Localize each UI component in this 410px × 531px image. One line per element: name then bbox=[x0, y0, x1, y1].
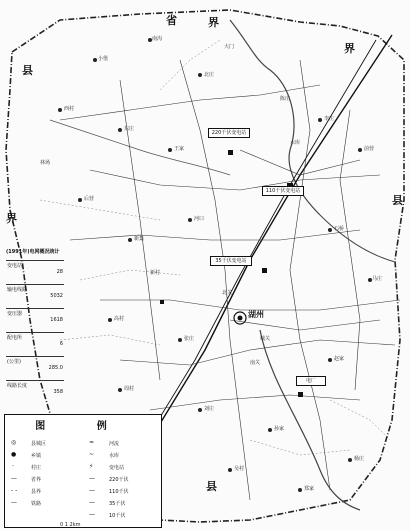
legend-label: 县界 bbox=[31, 489, 42, 495]
legend-label: 35千伏 bbox=[109, 501, 126, 507]
place-label: 东庄 bbox=[124, 126, 135, 132]
county-label: 县 bbox=[22, 64, 33, 77]
reservoir-icon: ~ bbox=[89, 451, 95, 458]
legend-label: 10千伏 bbox=[109, 513, 126, 519]
stats-row: 变电站 28 bbox=[6, 260, 64, 285]
place-label: 新集 bbox=[134, 236, 145, 242]
place-label: 大门 bbox=[224, 44, 235, 50]
station-box: 电厂 bbox=[296, 376, 326, 386]
place-label: 杨庄 bbox=[354, 456, 365, 462]
place-label: 吴村 bbox=[234, 466, 245, 472]
line-35kv-icon: — bbox=[89, 499, 95, 506]
line-10kv-icon: — bbox=[89, 511, 95, 518]
place-label: 小堡 bbox=[98, 56, 109, 62]
border-label: 界 bbox=[6, 212, 17, 225]
town-icon: ● bbox=[11, 451, 17, 458]
province-label: 界 bbox=[208, 16, 219, 29]
place-label: 南沟 bbox=[152, 36, 163, 42]
legend-label: 河流 bbox=[109, 441, 120, 447]
province-label: 省 bbox=[166, 14, 177, 27]
place-label: 马庄 bbox=[372, 276, 383, 282]
county-center-label: 湖州 bbox=[248, 310, 264, 319]
place-label: 石桥 bbox=[334, 226, 345, 232]
place-label: 前营 bbox=[364, 146, 375, 152]
stats-title: (1991年)电网概况统计 bbox=[6, 249, 60, 255]
place-label: 南关 bbox=[250, 360, 261, 366]
county-seat-icon: ◎ bbox=[11, 439, 17, 446]
place-label: 周村 bbox=[124, 386, 135, 392]
legend-label: 铁路 bbox=[31, 501, 42, 507]
river-south bbox=[260, 330, 360, 510]
station-box: 220千伏变电站 bbox=[208, 128, 250, 138]
stats-row: 线路长度 358 bbox=[6, 380, 64, 405]
legend-label: 村庄 bbox=[31, 465, 42, 471]
legend-label: 水库 bbox=[109, 453, 120, 459]
province-border-icon: — bbox=[11, 475, 17, 482]
place-label: 李庄 bbox=[324, 116, 335, 122]
stats-row: (公里) 285.0 bbox=[6, 356, 64, 381]
legend-label: 220千伏 bbox=[109, 477, 129, 483]
station-box: 110千伏变电站 bbox=[262, 186, 304, 196]
stats-row: 变压器 1618 bbox=[6, 308, 64, 333]
county-label: 县 bbox=[392, 194, 403, 207]
minor-roads bbox=[40, 40, 390, 455]
grid-statistics-box bbox=[6, 248, 64, 410]
line-110kv-icon: — bbox=[89, 487, 95, 494]
place-label: 王家 bbox=[174, 146, 185, 152]
place-label: 水库 bbox=[290, 140, 301, 146]
place-label: 陈庄 bbox=[280, 96, 291, 102]
place-label: 郑家 bbox=[304, 486, 315, 492]
village-icon: · bbox=[12, 463, 14, 470]
river-west bbox=[50, 120, 230, 175]
place-label: 新村 bbox=[150, 270, 161, 276]
legend-label: 110千伏 bbox=[109, 489, 129, 495]
place-label: 城关 bbox=[260, 336, 271, 342]
map-legend bbox=[4, 414, 162, 528]
legend-label: 变电站 bbox=[109, 465, 125, 471]
scale-bar: 0 1 2km bbox=[60, 522, 81, 528]
place-label: 西村 bbox=[64, 106, 75, 112]
legend-label: 县城区 bbox=[31, 441, 47, 447]
place-label: 张庄 bbox=[184, 336, 195, 342]
place-label: 河口 bbox=[194, 216, 205, 222]
line-220kv-icon: — bbox=[89, 475, 95, 482]
legend-label: 省界 bbox=[31, 477, 42, 483]
place-label: 北关 bbox=[222, 290, 233, 296]
place-label: 高村 bbox=[114, 316, 125, 322]
place-label: 北庄 bbox=[204, 72, 215, 78]
stats-row: 输电线路 5032 bbox=[6, 284, 64, 309]
county-label: 县 bbox=[206, 480, 217, 493]
place-label: 后营 bbox=[84, 196, 95, 202]
river-icon: ≈ bbox=[89, 439, 95, 446]
county-border-icon: - - bbox=[11, 487, 18, 494]
place-label: 赵家 bbox=[334, 356, 345, 362]
stats-row: 配电所 6 bbox=[6, 332, 64, 357]
place-label: 刘庄 bbox=[204, 406, 215, 412]
place-label: 孙家 bbox=[274, 426, 285, 432]
place-label: 林场 bbox=[40, 160, 51, 166]
substation-icon: ⚡ bbox=[89, 463, 94, 470]
river-east bbox=[320, 215, 395, 262]
station-box: 35千伏变电站 bbox=[210, 256, 252, 266]
border-label: 界 bbox=[344, 42, 355, 55]
legend-label: 乡镇 bbox=[31, 453, 42, 459]
legend-title: 图 例 bbox=[35, 421, 131, 432]
railway-icon: — bbox=[11, 499, 17, 506]
